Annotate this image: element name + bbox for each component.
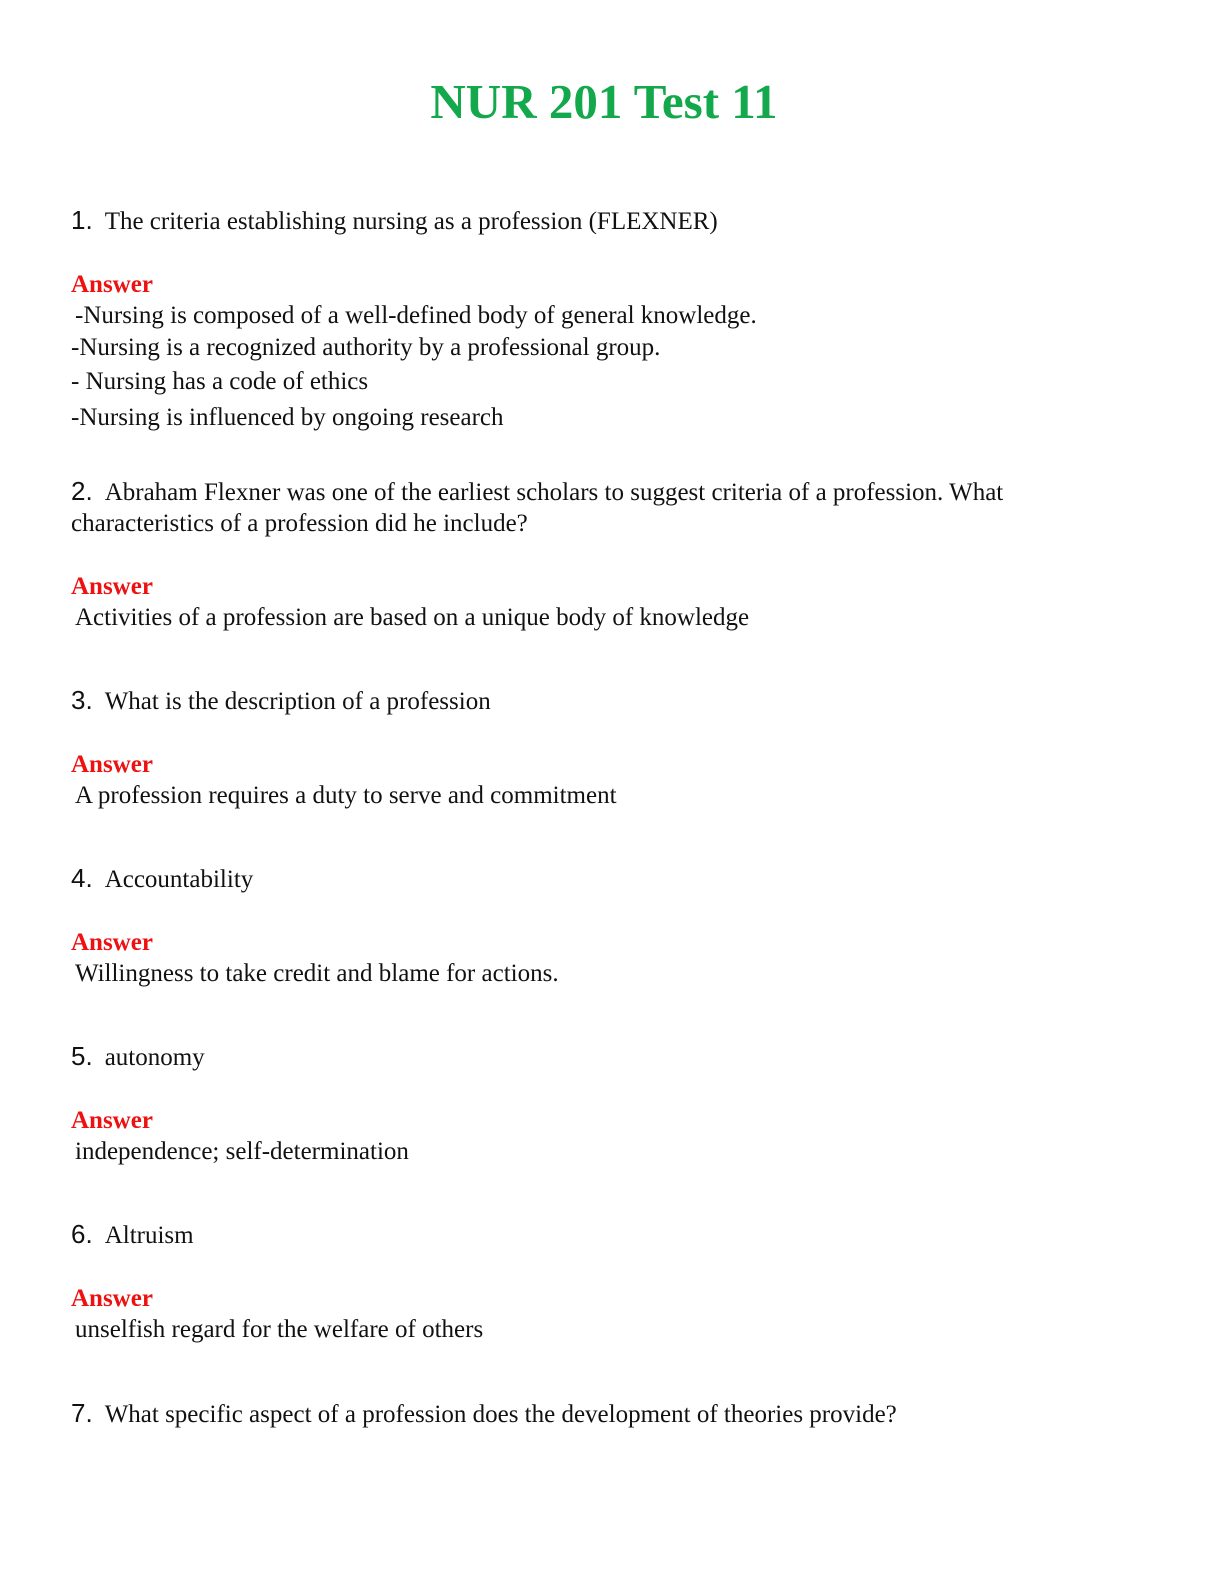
question-number: 6. <box>71 1219 93 1249</box>
answer-line: independence; self-determination <box>75 1138 409 1165</box>
answer-line: unselfish regard for the welfare of others <box>75 1316 484 1343</box>
question-prompt: Abraham Flexner was one of the earliest scholars to suggest criteria of a profession. What characteristics of a profession did he include? <box>71 479 1004 537</box>
answer-line: - Nursing has a code of ethics <box>71 368 369 395</box>
document-title: NUR 201 Test 11 <box>430 74 778 129</box>
question-number: 1. <box>71 205 93 235</box>
question-prompt: What specific aspect of a profession does the development of theories provide? <box>104 1401 897 1428</box>
question-prompt: Accountability <box>104 866 254 893</box>
question-item <box>71 205 1151 436</box>
answer-label: Answer <box>71 751 153 778</box>
question-text <box>71 1398 1151 1430</box>
question-text <box>71 476 1151 539</box>
question-text <box>71 1041 1151 1073</box>
answer-line: -Nursing is a recognized authority by a professional group. <box>71 334 661 361</box>
answer-label: Answer <box>71 1285 153 1312</box>
question-text <box>71 685 1151 717</box>
question-item <box>71 476 1151 634</box>
question-prompt: What is the description of a profession <box>104 688 491 715</box>
answer-label: Answer <box>71 271 153 298</box>
answer-line: -Nursing is composed of a well-defined body of general knowledge. <box>75 302 757 329</box>
question-text <box>71 205 1151 237</box>
question-text <box>71 1219 1151 1251</box>
answer-line: -Nursing is influenced by ongoing research <box>71 404 504 431</box>
question-prompt: Altruism <box>104 1222 194 1249</box>
answer-label: Answer <box>71 929 153 956</box>
question-item <box>71 685 1151 812</box>
question-item <box>71 1398 1151 1430</box>
answer-line: Willingness to take credit and blame for actions. <box>75 960 559 987</box>
question-number: 7. <box>71 1398 93 1428</box>
answer-label: Answer <box>71 573 153 600</box>
question-prompt: The criteria establishing nursing as a profession (FLEXNER) <box>104 208 718 235</box>
answer-line: A profession requires a duty to serve and commitment <box>75 782 617 809</box>
answer-line: Activities of a profession are based on a unique body of knowledge <box>75 604 750 631</box>
question-item <box>71 1219 1151 1346</box>
question-item <box>71 1041 1151 1168</box>
question-number: 2. <box>71 476 93 506</box>
question-number: 5. <box>71 1041 93 1071</box>
answer-label: Answer <box>71 1107 153 1134</box>
question-prompt: autonomy <box>104 1044 205 1071</box>
question-item <box>71 863 1151 990</box>
question-number: 3. <box>71 685 93 715</box>
question-number: 4. <box>71 863 93 893</box>
question-text <box>71 863 1151 895</box>
